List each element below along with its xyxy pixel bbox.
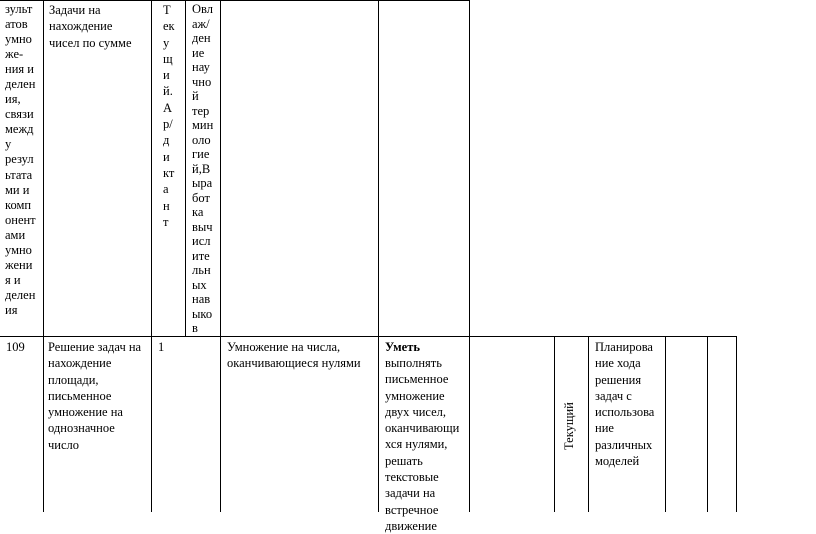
- cell-activity: Планирова ние хода решения задач с использова ние различных моделей: [595, 340, 655, 469]
- cell-control-type: Текущий: [562, 402, 576, 450]
- table-border: [220, 0, 221, 336]
- table-border: [588, 336, 589, 512]
- skills-heading: Уметь: [385, 340, 420, 354]
- table-border: [378, 0, 379, 336]
- cell-lesson-topic: Решение задач на нахождение площади, письменное умножение на однозначное число: [48, 340, 142, 452]
- table-border: [665, 336, 666, 512]
- table-border: [469, 0, 470, 336]
- table-border: [0, 0, 469, 1]
- table-border: [469, 336, 470, 512]
- table-border: [220, 336, 221, 512]
- table-border: [43, 336, 44, 512]
- cell-hours: 1: [158, 340, 165, 354]
- table-border: [151, 0, 152, 336]
- table-border: [707, 336, 708, 512]
- table-border: [378, 336, 379, 512]
- table-border: [736, 336, 737, 512]
- cell-skills-text: выполнять письменное умножение двух чисел, оканчивающи хся нулями, решать текстовые задачи на встречное движение: [385, 356, 460, 533]
- cell-result-relations: зульт атов умно же- ния и делен ия, связи межд у резул ьтата ми и комп онент ами умно жени я и делен ия: [5, 2, 36, 317]
- cell-skills: Овл аж/ ден ие нау чно й тер мин оло гие й,В ыра бот ка выч исл ите льн ых нав ыко в: [192, 2, 214, 335]
- table-border: [185, 0, 186, 336]
- table-border: [43, 0, 44, 336]
- table-border: [151, 336, 152, 512]
- cell-lesson-type: Т ек у щ и й. А р/ д и кт а н т: [163, 3, 175, 229]
- cell-lesson-topic: Задачи на нахождение чисел по сумме: [49, 3, 132, 50]
- row-number: 109: [6, 340, 25, 354]
- table-border: [0, 336, 736, 337]
- cell-content: Умножение на числа, оканчивающиеся нулями: [227, 340, 361, 371]
- table-border: [554, 336, 555, 512]
